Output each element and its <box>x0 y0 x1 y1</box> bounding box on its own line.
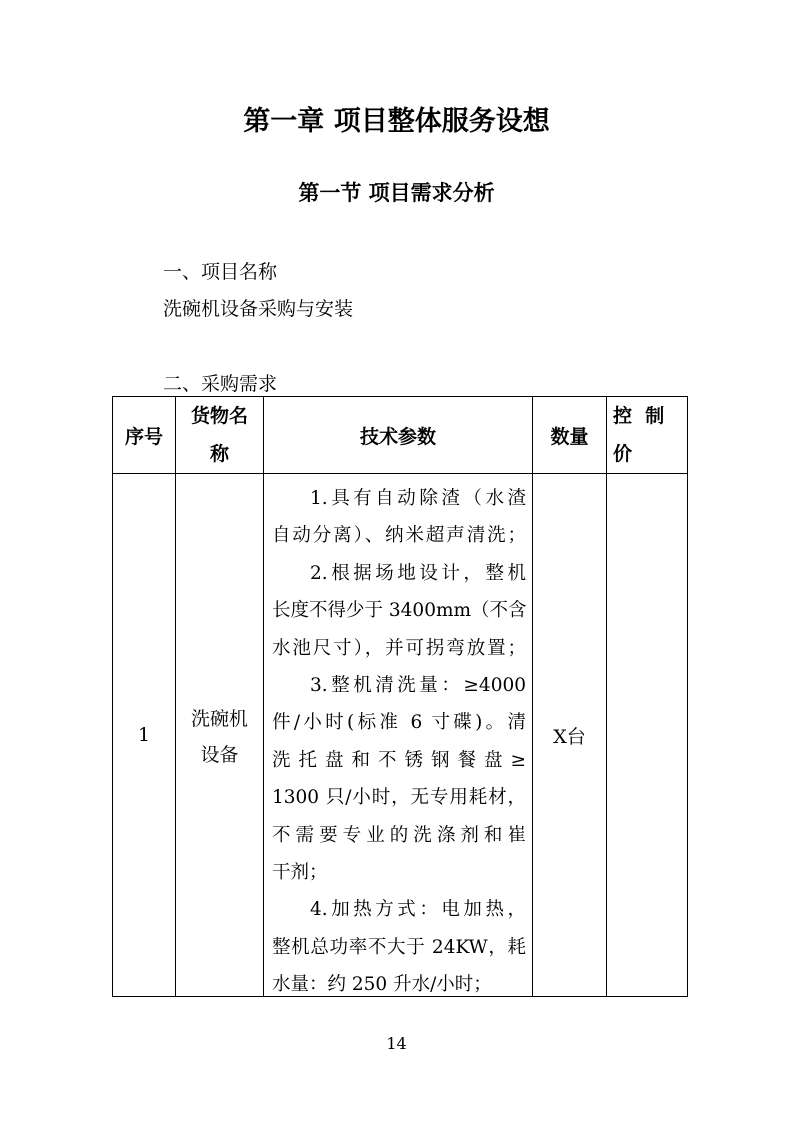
spec-line: 1.具有自动除渣（水渣 <box>310 488 526 509</box>
table-header-row <box>113 397 688 474</box>
item2-heading: 二、采购需求 <box>163 373 278 395</box>
cell-qty: X台 <box>533 474 607 997</box>
spec-line: 水池尺寸），并可拐弯放置； <box>272 637 526 659</box>
spec-line: 3.整机清洗量：≥4000 <box>310 675 526 696</box>
header-name-line2: 称 <box>209 443 229 465</box>
cell-no: 1 <box>113 474 176 997</box>
spec-line: 水量：约 250 升水/小时； <box>272 974 492 996</box>
spec-line: 件/小时(标准 6 寸碟)。清 <box>272 712 526 734</box>
cell-price <box>607 474 688 997</box>
chapter-title: 第一章 项目整体服务设想 <box>243 106 550 137</box>
spec-line: 长度不得少于 3400mm（不含 <box>272 600 527 622</box>
spec-line: 自动分离）、纳米超声清洗； <box>272 525 526 547</box>
cell-name <box>176 474 264 997</box>
spec-line: 干剂； <box>272 862 328 883</box>
spec-line: 不需要专业的洗涤剂和崔 <box>272 824 526 846</box>
header-no: 序号 <box>113 397 176 474</box>
header-name <box>176 397 264 474</box>
procurement-table <box>112 396 688 997</box>
item1-text: 洗碗机设备采购与安装 <box>163 298 354 320</box>
cell-spec <box>264 474 533 997</box>
spec-line: 4.加热方式：电加热， <box>310 899 526 921</box>
header-price <box>607 397 688 474</box>
page-number: 14 <box>386 1034 407 1053</box>
spec-line: 整机总功率不大于 24KW，耗 <box>272 936 526 958</box>
header-price-line2: 价 <box>613 443 633 465</box>
spec-line: 2.根据场地设计，整机 <box>310 562 526 584</box>
header-qty: 数量 <box>533 397 607 474</box>
cell-name-line2: 设备 <box>200 744 239 766</box>
cell-name-line1: 洗碗机 <box>190 708 248 730</box>
header-name-line1: 货物名 <box>190 405 248 427</box>
item1-heading: 一、项目名称 <box>163 261 278 283</box>
section-title: 第一节 项目需求分析 <box>298 180 495 205</box>
table-row <box>113 474 688 997</box>
header-price-line1: 控 制 <box>613 405 665 427</box>
spec-line: 洗托盘和不锈钢餐盘≥ <box>272 749 526 771</box>
spec-line: 1300 只/小时，无专用耗材， <box>272 787 526 809</box>
header-spec: 技术参数 <box>264 397 533 474</box>
